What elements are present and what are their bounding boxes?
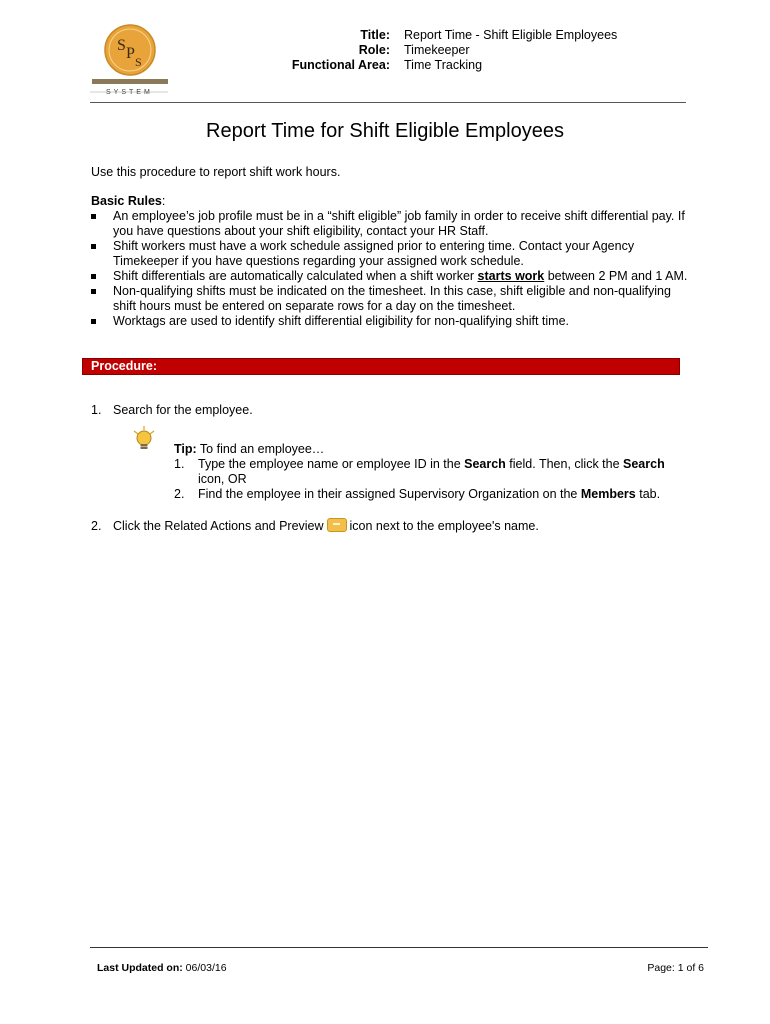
svg-text:SYSTEM: SYSTEM xyxy=(106,89,153,96)
tip-intro xyxy=(174,442,694,457)
tip-text-part: icon, OR xyxy=(198,472,247,486)
header-divider xyxy=(90,102,686,103)
rule-text-part: Shift differentials are automatically calculated when a shift worker xyxy=(113,269,478,283)
tip-emphasis: Search xyxy=(464,457,506,471)
meta-area-label: Functional Area: xyxy=(291,58,390,72)
rule-emphasis: starts work xyxy=(477,269,545,283)
step-number: 2. xyxy=(91,519,102,533)
last-updated-label: Last Updated on: xyxy=(97,962,183,974)
step-text-part: icon next to the employee's name. xyxy=(349,519,539,533)
tip-item xyxy=(174,487,694,502)
rule-text-part: between 2 PM and 1 AM. xyxy=(544,269,688,283)
svg-text:S: S xyxy=(135,55,142,69)
meta-role-label: Role: xyxy=(358,43,390,57)
lightbulb-tip-icon xyxy=(131,425,157,453)
last-updated-value: 06/03/16 xyxy=(182,962,227,974)
meta-area-value: Time Tracking xyxy=(404,58,483,72)
document-metadata xyxy=(260,28,617,73)
rule-text: An employee’s job profile must be in a “shift eligible” job family in order to receive shift differential pay. If you have questions about your shift eligibility, contact your HR Staff. xyxy=(113,209,685,238)
procedure-section-bar xyxy=(82,358,680,375)
tip-item-number: 1. xyxy=(174,457,185,471)
bullet-square-icon xyxy=(91,214,96,219)
meta-title-value: Report Time - Shift Eligible Employees xyxy=(404,28,618,42)
basic-rules-colon: : xyxy=(161,194,166,208)
rule-text: Worktags are used to identify shift differential eligibility for non-qualifying shift time. xyxy=(113,314,570,328)
bullet-square-icon xyxy=(91,319,96,324)
tip-text-part: tab. xyxy=(635,487,661,501)
meta-row-area xyxy=(260,58,617,73)
bullet-square-icon xyxy=(91,274,96,279)
rule-item xyxy=(91,314,691,329)
tip-emphasis: Search xyxy=(623,457,665,471)
tip-label: Tip: xyxy=(174,442,197,456)
rule-item xyxy=(91,284,691,314)
tip-emphasis: Members xyxy=(580,487,636,501)
last-updated xyxy=(97,962,227,974)
tip-item xyxy=(174,457,694,487)
tip-text-part: Find the employee in their assigned Supervisory Organization on the xyxy=(198,487,581,501)
tip-text-part: Type the employee name or employee ID in the xyxy=(198,457,465,471)
step-number: 1. xyxy=(91,403,102,417)
intro-text: Use this procedure to report shift work hours. xyxy=(91,165,341,179)
step-text-part: Click the Related Actions and Preview xyxy=(113,519,324,533)
svg-text:S: S xyxy=(117,37,126,54)
sps-logo xyxy=(88,22,172,98)
procedure-step-1 xyxy=(91,403,253,417)
related-actions-preview-icon xyxy=(327,518,347,532)
footer-divider xyxy=(90,947,708,948)
rule-item xyxy=(91,269,691,284)
basic-rules-heading-text: Basic Rules xyxy=(91,194,162,208)
rule-item xyxy=(91,209,691,239)
step-text: Search for the employee. xyxy=(113,403,253,417)
bullet-square-icon xyxy=(91,289,96,294)
basic-rules-heading xyxy=(91,194,165,208)
tip-box xyxy=(174,442,694,502)
tip-intro-text: To find an employee… xyxy=(196,442,325,456)
rule-item xyxy=(91,239,691,269)
bullet-square-icon xyxy=(91,244,96,249)
svg-text:P: P xyxy=(126,45,135,62)
tip-item-number: 2. xyxy=(174,487,185,501)
rule-text: Non-qualifying shifts must be indicated on the timesheet. In this case, shift eligible and non-qualifying shift hours must be entered on separate rows for a day on the timesheet. xyxy=(113,284,671,313)
document-title: Report Time for Shift Eligible Employees xyxy=(206,120,564,142)
meta-row-title xyxy=(260,28,617,43)
tip-text-part: field. Then, click the xyxy=(505,457,624,471)
meta-row-role xyxy=(260,43,617,58)
tip-list xyxy=(174,457,694,502)
procedure-heading: Procedure: xyxy=(91,359,157,373)
meta-title-label: Title: xyxy=(360,28,390,42)
page-number: Page: 1 of 6 xyxy=(647,962,704,974)
meta-role-value: Timekeeper xyxy=(404,43,470,57)
rule-text: Shift workers must have a work schedule assigned prior to entering time. Contact your Agency Timekeeper if you have questions regarding your assigned work schedule. xyxy=(113,239,635,268)
basic-rules-list xyxy=(91,209,691,329)
procedure-step-2 xyxy=(91,518,539,533)
